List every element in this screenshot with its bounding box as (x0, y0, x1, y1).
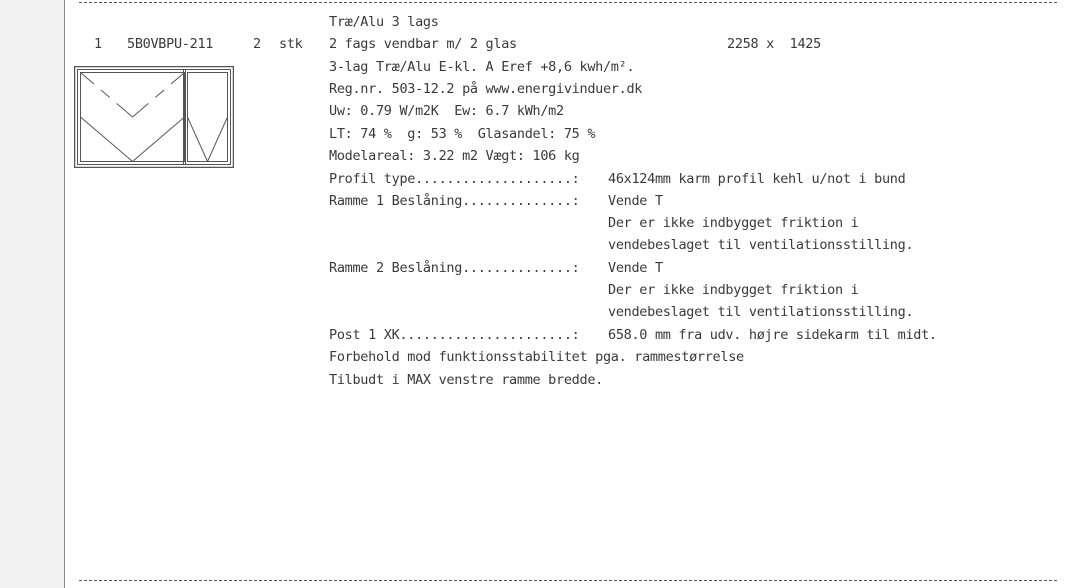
frame2-note-line1: Der er ikke indbygget friktion i (608, 282, 859, 298)
post-label: Post 1 XK......................: (329, 327, 580, 343)
frame2-note-line2: vendebeslaget til ventilationsstilling. (608, 304, 914, 320)
material-line: Træ/Alu 3 lags (329, 14, 439, 30)
item-position: 1 (94, 36, 102, 52)
frame1-value: Vende T (608, 193, 663, 209)
item-unit: stk (279, 36, 303, 52)
registration-line: Reg.nr. 503-12.2 på www.energivinduer.dk (329, 81, 643, 97)
reservation-line: Forbehold mod funktionsstabilitet pga. rammestørrelse (329, 349, 744, 365)
energy-class-line: 3-lag Træ/Alu E-kl. A Eref +8,6 kwh/m². (329, 59, 635, 75)
bottom-separator (79, 580, 1057, 581)
post-value: 658.0 mm fra udv. højre sidekarm til midt. (608, 327, 937, 343)
item-quantity: 2 (253, 36, 261, 52)
light-transmission-line: LT: 74 % g: 53 % Glasandel: 75 % (329, 126, 596, 142)
frame1-note-line1: Der er ikke indbygget friktion i (608, 215, 859, 231)
frame1-note-line2: vendebeslaget til ventilationsstilling. (608, 237, 914, 253)
top-separator (79, 2, 1057, 3)
item-dimensions: 2258 x 1425 (727, 36, 821, 52)
model-area-line: Modelareal: 3.22 m2 Vægt: 106 kg (329, 148, 580, 164)
window-drawing (74, 66, 234, 168)
item-code: 5B0VBPU-211 (127, 36, 214, 52)
frame1-label: Ramme 1 Beslåning..............: (329, 193, 580, 209)
frame2-value: Vende T (608, 260, 663, 276)
quote-page (64, 0, 1066, 588)
uw-line: Uw: 0.79 W/m2K Ew: 6.7 kWh/m2 (329, 103, 564, 119)
description-line: 2 fags vendbar m/ 2 glas (329, 36, 517, 52)
frame2-label: Ramme 2 Beslåning..............: (329, 260, 580, 276)
profile-value: 46x124mm karm profil kehl u/not i bund (608, 171, 906, 187)
offer-line: Tilbudt i MAX venstre ramme bredde. (329, 372, 603, 388)
profile-label: Profil type....................: (329, 171, 580, 187)
